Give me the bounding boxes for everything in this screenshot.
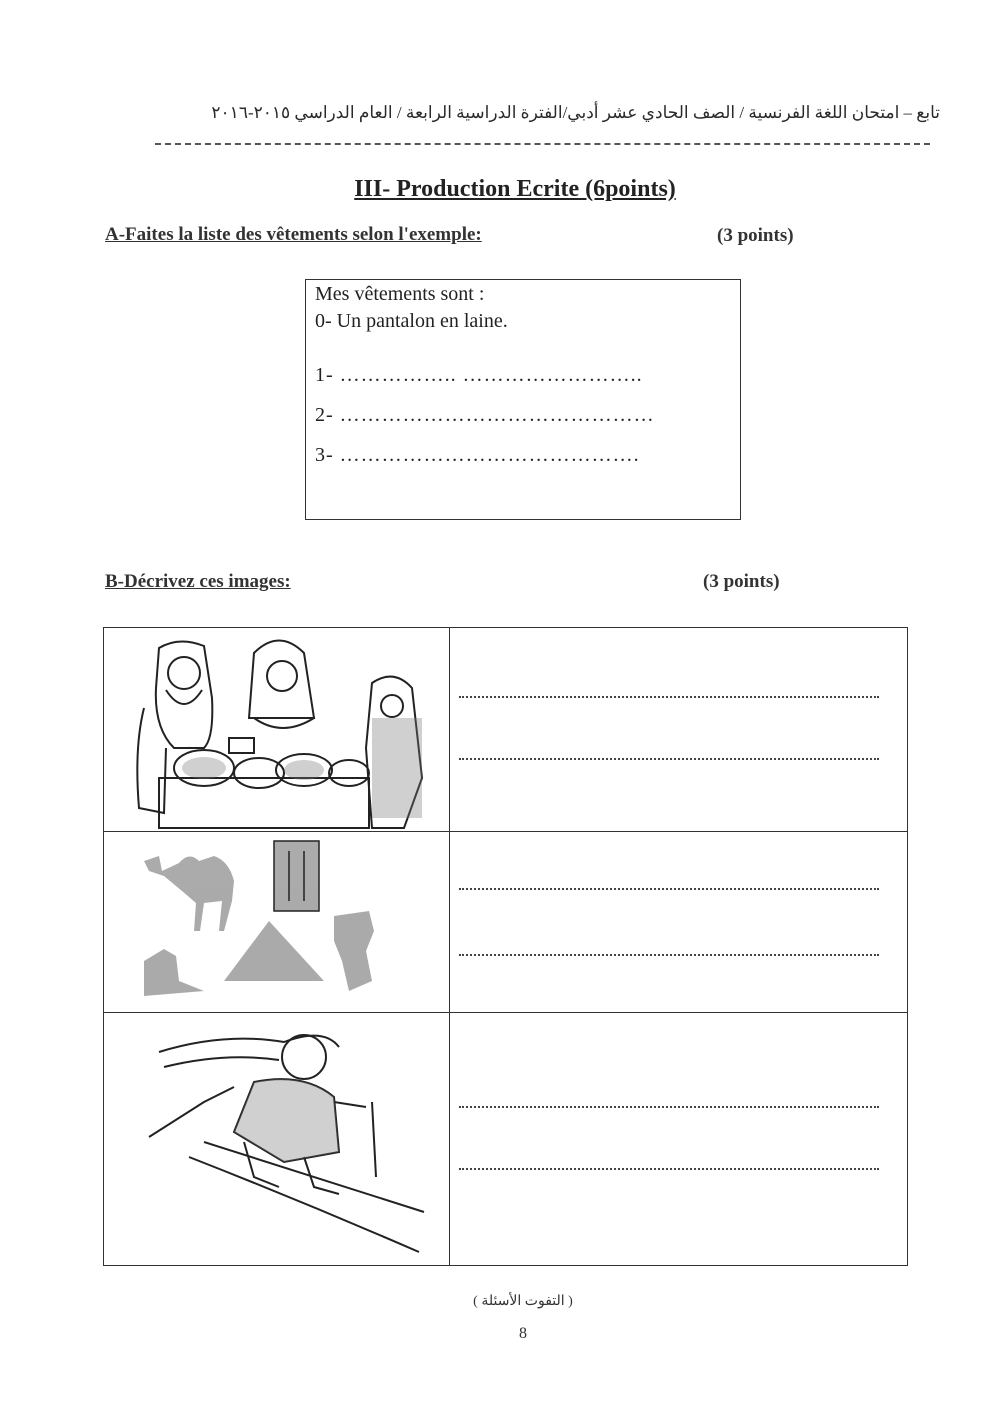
part-a-points: (3 points) <box>717 225 794 246</box>
egypt-camel-pyramid-illustration <box>104 831 448 1012</box>
part-b-points: (3 points) <box>703 571 780 592</box>
skier-illustration <box>104 1012 448 1265</box>
box-example: 0- Un pantalon en laine. <box>315 310 508 332</box>
exam-header: تابع – امتحان اللغة الفرنسية / الصف الحادي عشر أدبي/الفترة الدراسية الرابعة / العام الدراسي ٢٠١٥-٢٠١٦ <box>211 103 940 122</box>
part-b-title: B-Décrivez ces images: <box>105 571 291 592</box>
page-number: 8 <box>519 1325 527 1342</box>
family-meal-image <box>104 628 450 831</box>
header-divider <box>155 143 930 145</box>
clothes-list-box <box>305 279 741 520</box>
box-intro: Mes vêtements sont : <box>315 283 485 305</box>
answer-line-image1-a[interactable] <box>459 696 879 698</box>
answer-line-image2-b[interactable] <box>459 954 879 956</box>
answer-line-image3-b[interactable] <box>459 1168 879 1170</box>
answer-line-image3-a[interactable] <box>459 1106 879 1108</box>
section-title: III- Production Ecrite (6points) <box>354 176 676 202</box>
answer-line-image2-a[interactable] <box>459 888 879 890</box>
family-meal-illustration <box>104 628 448 831</box>
skier-image <box>104 1012 450 1265</box>
egypt-image <box>104 831 450 1012</box>
description-table <box>103 627 908 1266</box>
answer-line-image1-b[interactable] <box>459 758 879 760</box>
answer-line-1[interactable]: 1- …………….. …………………….. <box>315 364 643 386</box>
answer-line-3[interactable]: 3- ……………………………………. <box>315 444 640 466</box>
footer-note: ( التفوت الأسئلة ) <box>473 1294 573 1309</box>
answer-line-2[interactable]: 2- ……………………………………… <box>315 404 655 426</box>
part-a-title: A-Faites la liste des vêtements selon l'exemple: <box>105 224 482 245</box>
